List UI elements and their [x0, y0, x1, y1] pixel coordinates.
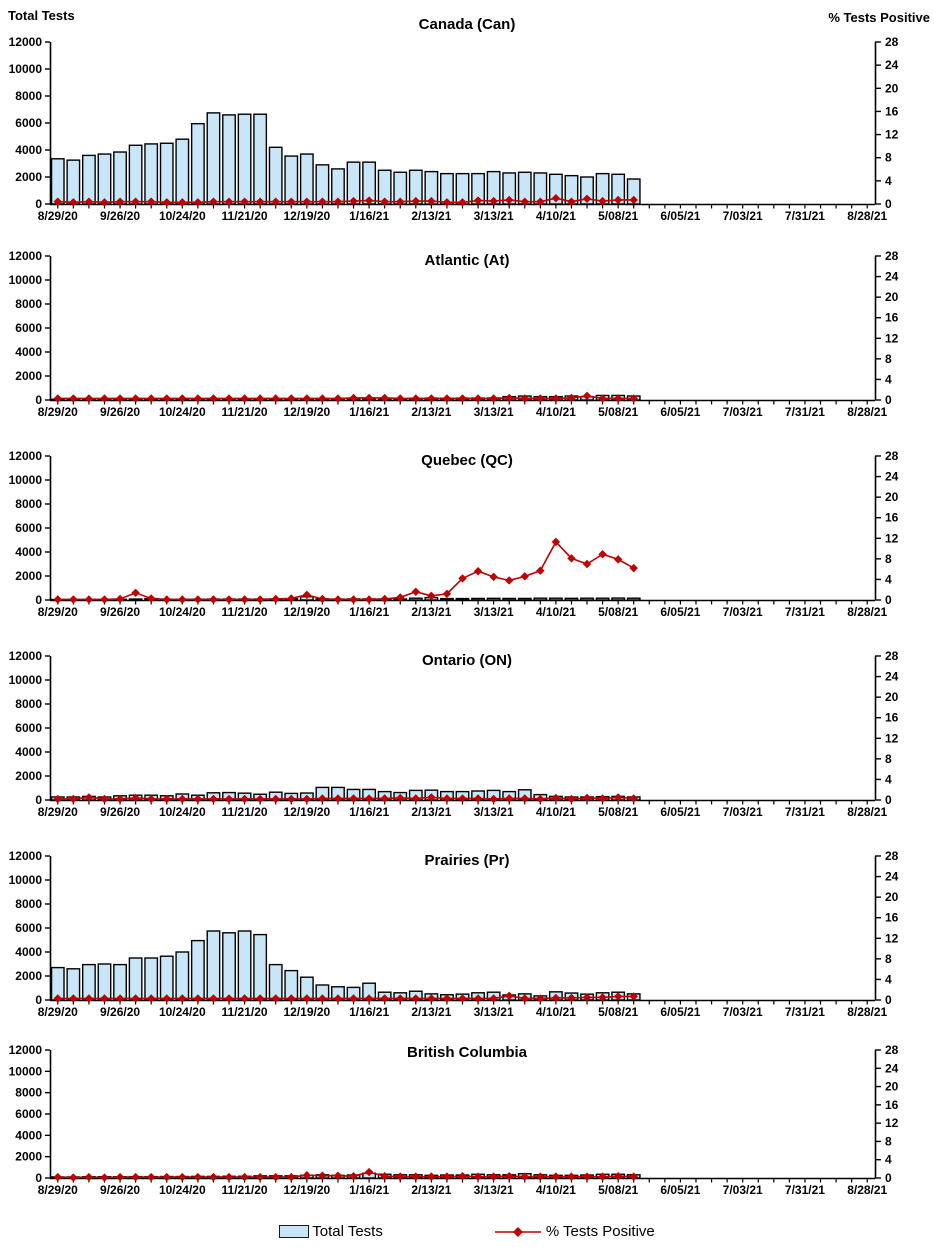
- svg-text:12/19/20: 12/19/20: [283, 805, 331, 819]
- svg-text:12: 12: [885, 931, 899, 946]
- svg-text:8000: 8000: [15, 697, 42, 711]
- chart-title-ontario: Ontario (ON): [422, 652, 512, 669]
- svg-text:7/03/21: 7/03/21: [722, 209, 763, 223]
- svg-text:1/16/21: 1/16/21: [349, 605, 390, 619]
- right-axis-title: % Tests Positive: [828, 10, 930, 25]
- svg-text:7/31/21: 7/31/21: [784, 605, 825, 619]
- svg-text:8/28/21: 8/28/21: [847, 209, 888, 223]
- svg-text:12/19/20: 12/19/20: [283, 1005, 331, 1019]
- svg-text:24: 24: [885, 669, 899, 684]
- legend-line-swatch-icon: [493, 1225, 543, 1239]
- svg-text:12000: 12000: [8, 849, 42, 863]
- chart-section-ontario: [0, 628, 934, 828]
- svg-text:4000: 4000: [15, 345, 42, 359]
- svg-text:4/10/21: 4/10/21: [535, 1183, 576, 1197]
- svg-text:4000: 4000: [15, 545, 42, 559]
- svg-text:9/26/20: 9/26/20: [100, 1005, 141, 1019]
- svg-text:28: 28: [885, 649, 899, 663]
- svg-text:8: 8: [885, 150, 892, 165]
- svg-text:10000: 10000: [8, 873, 42, 887]
- svg-text:6/05/21: 6/05/21: [660, 209, 701, 223]
- svg-text:2000: 2000: [15, 1149, 42, 1164]
- svg-text:9/26/20: 9/26/20: [100, 805, 141, 819]
- chart-title-quebec: Quebec (QC): [421, 452, 513, 469]
- svg-text:12000: 12000: [8, 449, 42, 463]
- svg-text:3/13/21: 3/13/21: [473, 1005, 514, 1019]
- svg-text:12000: 12000: [8, 649, 42, 663]
- svg-text:7/31/21: 7/31/21: [784, 209, 825, 223]
- svg-text:12: 12: [885, 127, 899, 142]
- svg-text:7/31/21: 7/31/21: [784, 1183, 825, 1197]
- svg-text:12: 12: [885, 531, 899, 546]
- svg-text:16: 16: [885, 310, 899, 325]
- svg-text:0: 0: [35, 1171, 42, 1185]
- svg-text:0: 0: [35, 793, 42, 807]
- svg-text:5/08/21: 5/08/21: [598, 405, 639, 419]
- svg-text:0: 0: [885, 993, 892, 1007]
- svg-text:8/29/20: 8/29/20: [37, 605, 78, 619]
- svg-text:9/26/20: 9/26/20: [100, 209, 141, 223]
- svg-text:20: 20: [885, 490, 899, 505]
- svg-text:0: 0: [885, 393, 892, 407]
- svg-text:10/24/20: 10/24/20: [158, 1183, 206, 1197]
- svg-text:12: 12: [885, 731, 899, 746]
- svg-text:6/05/21: 6/05/21: [660, 605, 701, 619]
- svg-text:20: 20: [885, 890, 899, 905]
- svg-text:11/21/20: 11/21/20: [221, 209, 268, 223]
- svg-text:10/24/20: 10/24/20: [158, 405, 206, 419]
- legend-item-total-tests: [279, 1223, 383, 1240]
- svg-text:6000: 6000: [15, 521, 42, 535]
- svg-text:2/13/21: 2/13/21: [411, 805, 452, 819]
- svg-text:10000: 10000: [8, 273, 42, 287]
- svg-text:6000: 6000: [15, 721, 42, 735]
- svg-text:4000: 4000: [15, 1128, 42, 1143]
- svg-text:12: 12: [885, 331, 899, 346]
- svg-text:6000: 6000: [15, 1107, 42, 1121]
- svg-text:6000: 6000: [15, 321, 42, 335]
- svg-text:6000: 6000: [15, 921, 42, 935]
- svg-text:8000: 8000: [15, 1085, 42, 1100]
- svg-text:1/16/21: 1/16/21: [349, 1183, 390, 1197]
- svg-text:28: 28: [885, 35, 899, 49]
- svg-text:6/05/21: 6/05/21: [660, 805, 701, 819]
- svg-text:3/13/21: 3/13/21: [473, 805, 514, 819]
- svg-text:28: 28: [885, 1043, 899, 1057]
- svg-text:10000: 10000: [8, 473, 42, 487]
- svg-text:5/08/21: 5/08/21: [598, 209, 639, 223]
- svg-text:4/10/21: 4/10/21: [535, 1005, 576, 1019]
- svg-text:2000: 2000: [15, 170, 42, 184]
- chart-section-british-columbia: [0, 1028, 934, 1206]
- svg-text:5/08/21: 5/08/21: [598, 1005, 639, 1019]
- svg-text:1/16/21: 1/16/21: [349, 1005, 390, 1019]
- svg-text:4: 4: [885, 772, 892, 787]
- svg-text:8/29/20: 8/29/20: [37, 209, 78, 223]
- svg-text:4000: 4000: [15, 143, 42, 157]
- svg-text:8: 8: [885, 951, 892, 966]
- chart-title-british-columbia: British Columbia: [406, 1044, 527, 1061]
- svg-text:2/13/21: 2/13/21: [411, 1005, 452, 1019]
- svg-text:11/21/20: 11/21/20: [221, 405, 268, 419]
- svg-text:0: 0: [35, 197, 42, 211]
- svg-text:12/19/20: 12/19/20: [283, 405, 331, 419]
- svg-text:4000: 4000: [15, 945, 42, 959]
- svg-text:16: 16: [885, 104, 899, 119]
- svg-text:8/28/21: 8/28/21: [847, 1183, 888, 1197]
- svg-text:12/19/20: 12/19/20: [283, 1183, 331, 1197]
- svg-text:8000: 8000: [15, 497, 42, 511]
- svg-text:5/08/21: 5/08/21: [598, 805, 639, 819]
- svg-text:16: 16: [885, 1097, 899, 1112]
- svg-text:6000: 6000: [15, 116, 42, 130]
- left-axis-title: Total Tests: [8, 8, 75, 23]
- svg-text:7/03/21: 7/03/21: [722, 405, 763, 419]
- svg-text:28: 28: [885, 849, 899, 863]
- svg-text:6/05/21: 6/05/21: [660, 1005, 701, 1019]
- svg-text:7/03/21: 7/03/21: [722, 1183, 763, 1197]
- svg-text:4/10/21: 4/10/21: [535, 209, 576, 223]
- svg-text:10000: 10000: [8, 673, 42, 687]
- svg-text:7/03/21: 7/03/21: [722, 1005, 763, 1019]
- legend-label-pct-positive: % Tests Positive: [545, 1223, 655, 1240]
- svg-text:11/21/20: 11/21/20: [221, 1183, 268, 1197]
- svg-text:4: 4: [885, 1152, 892, 1167]
- svg-text:3/13/21: 3/13/21: [473, 1183, 514, 1197]
- chart-section-prairies: [0, 828, 934, 1028]
- svg-text:24: 24: [885, 58, 899, 73]
- svg-text:10/24/20: 10/24/20: [158, 1005, 206, 1019]
- svg-text:7/03/21: 7/03/21: [722, 605, 763, 619]
- svg-text:2/13/21: 2/13/21: [411, 209, 452, 223]
- svg-text:4/10/21: 4/10/21: [535, 605, 576, 619]
- svg-text:4: 4: [885, 372, 892, 387]
- svg-text:2000: 2000: [15, 369, 42, 383]
- svg-text:3/13/21: 3/13/21: [473, 405, 514, 419]
- svg-text:4: 4: [885, 572, 892, 587]
- chart-plot-canada: [0, 0, 934, 228]
- svg-text:8/28/21: 8/28/21: [847, 1005, 888, 1019]
- svg-text:8: 8: [885, 351, 892, 366]
- svg-text:7/31/21: 7/31/21: [784, 805, 825, 819]
- svg-text:8/29/20: 8/29/20: [37, 405, 78, 419]
- svg-text:0: 0: [885, 593, 892, 607]
- chart-title-prairies: Prairies (Pr): [424, 852, 510, 869]
- svg-text:8/29/20: 8/29/20: [37, 1183, 78, 1197]
- svg-text:8/28/21: 8/28/21: [847, 405, 888, 419]
- chart-section-canada: [0, 0, 934, 228]
- svg-text:2/13/21: 2/13/21: [411, 1183, 452, 1197]
- svg-text:12: 12: [885, 1116, 899, 1131]
- svg-text:6/05/21: 6/05/21: [660, 405, 701, 419]
- svg-text:24: 24: [885, 1061, 899, 1076]
- svg-text:2/13/21: 2/13/21: [411, 605, 452, 619]
- svg-text:20: 20: [885, 290, 899, 305]
- svg-text:20: 20: [885, 81, 899, 96]
- chart-section-atlantic: [0, 228, 934, 428]
- svg-text:20: 20: [885, 1079, 899, 1094]
- svg-text:16: 16: [885, 710, 899, 725]
- svg-text:4000: 4000: [15, 745, 42, 759]
- svg-text:24: 24: [885, 269, 899, 284]
- svg-text:8/28/21: 8/28/21: [847, 605, 888, 619]
- svg-text:12/19/20: 12/19/20: [283, 605, 331, 619]
- legend-item-pct-positive: [493, 1223, 655, 1240]
- svg-text:12/19/20: 12/19/20: [283, 209, 331, 223]
- svg-text:8/28/21: 8/28/21: [847, 805, 888, 819]
- svg-text:24: 24: [885, 869, 899, 884]
- svg-text:10000: 10000: [8, 1064, 42, 1079]
- svg-text:8: 8: [885, 751, 892, 766]
- svg-text:10000: 10000: [8, 62, 42, 76]
- svg-text:2000: 2000: [15, 969, 42, 983]
- svg-text:0: 0: [885, 1171, 892, 1185]
- svg-text:10/24/20: 10/24/20: [158, 805, 206, 819]
- svg-text:1/16/21: 1/16/21: [349, 209, 390, 223]
- svg-text:11/21/20: 11/21/20: [221, 805, 268, 819]
- svg-text:9/26/20: 9/26/20: [100, 605, 141, 619]
- svg-text:7/31/21: 7/31/21: [784, 405, 825, 419]
- svg-text:5/08/21: 5/08/21: [598, 605, 639, 619]
- svg-text:4: 4: [885, 972, 892, 987]
- svg-text:28: 28: [885, 449, 899, 463]
- svg-text:9/26/20: 9/26/20: [100, 405, 141, 419]
- svg-text:0: 0: [35, 593, 42, 607]
- svg-text:4/10/21: 4/10/21: [535, 805, 576, 819]
- svg-text:3/13/21: 3/13/21: [473, 209, 514, 223]
- svg-text:4/10/21: 4/10/21: [535, 405, 576, 419]
- svg-text:2000: 2000: [15, 769, 42, 783]
- svg-text:0: 0: [35, 393, 42, 407]
- svg-text:9/26/20: 9/26/20: [100, 1183, 141, 1197]
- svg-text:4: 4: [885, 173, 892, 188]
- svg-text:12000: 12000: [8, 249, 42, 263]
- svg-text:11/21/20: 11/21/20: [221, 1005, 268, 1019]
- svg-text:6/05/21: 6/05/21: [660, 1183, 701, 1197]
- svg-text:7/31/21: 7/31/21: [784, 1005, 825, 1019]
- svg-text:8: 8: [885, 551, 892, 566]
- legend: [0, 1206, 934, 1257]
- svg-text:24: 24: [885, 469, 899, 484]
- chart-section-quebec: [0, 428, 934, 628]
- svg-text:12000: 12000: [8, 1043, 42, 1057]
- svg-text:11/21/20: 11/21/20: [221, 605, 268, 619]
- svg-text:2/13/21: 2/13/21: [411, 405, 452, 419]
- chart-title-atlantic: Atlantic (At): [424, 252, 510, 269]
- svg-text:1/16/21: 1/16/21: [349, 405, 390, 419]
- svg-text:0: 0: [885, 197, 892, 211]
- svg-text:3/13/21: 3/13/21: [473, 605, 514, 619]
- svg-text:8/29/20: 8/29/20: [37, 805, 78, 819]
- svg-text:5/08/21: 5/08/21: [598, 1183, 639, 1197]
- svg-text:8: 8: [885, 1134, 892, 1149]
- svg-text:12000: 12000: [8, 35, 42, 49]
- svg-text:2000: 2000: [15, 569, 42, 583]
- svg-text:20: 20: [885, 690, 899, 705]
- svg-text:10/24/20: 10/24/20: [158, 605, 206, 619]
- svg-text:28: 28: [885, 249, 899, 263]
- chart-title-canada: Canada (Can): [418, 16, 516, 33]
- svg-text:10/24/20: 10/24/20: [158, 209, 206, 223]
- svg-text:8000: 8000: [15, 297, 42, 311]
- svg-text:16: 16: [885, 510, 899, 525]
- svg-text:8000: 8000: [15, 89, 42, 103]
- svg-text:8000: 8000: [15, 897, 42, 911]
- svg-text:8/29/20: 8/29/20: [37, 1005, 78, 1019]
- legend-bar-swatch-icon: [279, 1225, 309, 1238]
- svg-text:16: 16: [885, 910, 899, 925]
- svg-text:0: 0: [885, 793, 892, 807]
- legend-label-total-tests: Total Tests: [312, 1223, 383, 1240]
- svg-text:1/16/21: 1/16/21: [349, 805, 390, 819]
- svg-text:7/03/21: 7/03/21: [722, 805, 763, 819]
- svg-text:0: 0: [35, 993, 42, 1007]
